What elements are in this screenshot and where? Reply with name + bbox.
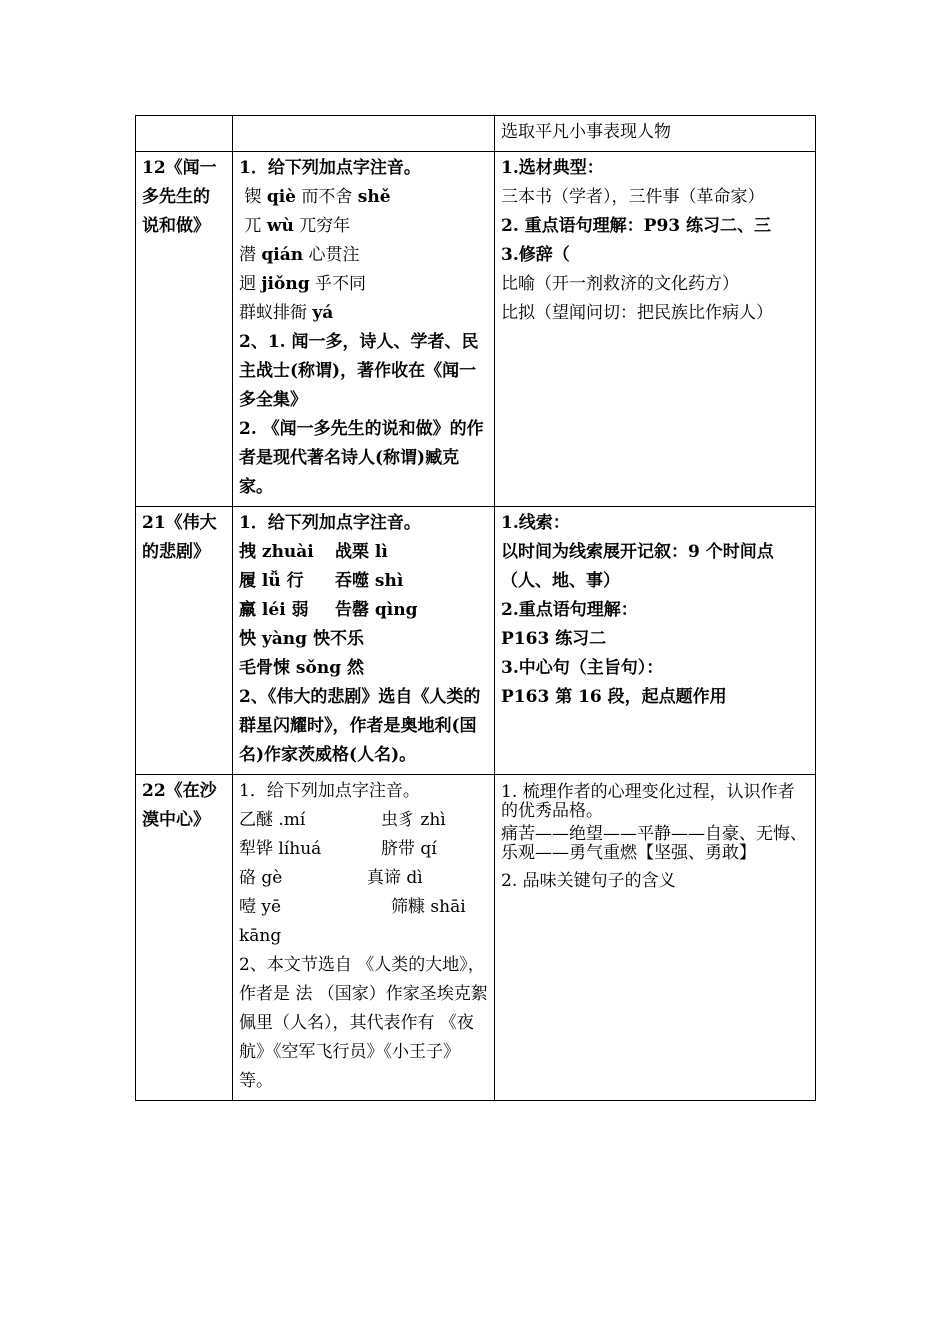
pinyin-item: kāng [239, 926, 282, 946]
pinyin-item: 筛糠 shāi [391, 897, 466, 917]
pinyin-item: 真谛 dì [367, 868, 423, 888]
pinyin-pair [239, 864, 488, 893]
pinyin-item: 战栗 lì [335, 542, 388, 562]
author-note: 2、《伟大的悲剧》选自《人类的群星闪耀时》，作者是奥地利(国名)作家茨威格(人名)。 [239, 687, 481, 765]
note-line: 1.线索： [501, 513, 570, 533]
author-note: 2、本文节选自 《人类的大地》，作者是 法 （国家）作家圣埃克絮佩里（人名），其代表作有 《夜航》《空军飞行员》《小王子》 等。 [239, 955, 488, 1091]
pinyin-pair [239, 893, 488, 922]
pinyin-item: 吞噬 shì [335, 571, 404, 591]
pinyin: qián [261, 245, 304, 265]
pinyin-pair [239, 596, 488, 625]
note-line: 痛苦——绝望——平静——自豪、无悔、乐观——勇气重燃【坚强、勇敢】 [501, 824, 807, 863]
note-line: 比拟（望闻问切：把民族比作病人） [501, 303, 773, 323]
pinyin-item: 乙醚 .mí [239, 810, 306, 830]
pinyin-item: 告罄 qìng [335, 600, 418, 620]
note-line: 比喻（开一剂救济的文化药方） [501, 274, 739, 294]
note-line: P163 第 16 段，起点题作用 [501, 687, 727, 707]
notes-table [135, 115, 816, 1101]
pinyin-item: 羸 léi 弱 [239, 600, 309, 620]
note-line: 2. 重点语句理解：P93 练习二、三 [501, 216, 772, 236]
pinyin-item: 怏 yàng 怏不乐 [239, 629, 364, 649]
note-line: 3.修辞（ [501, 245, 570, 265]
pinyin: wù [266, 216, 294, 236]
pinyin-pair [239, 835, 488, 864]
pinyin-pair [239, 538, 488, 567]
pinyin-pair [239, 806, 488, 835]
pinyin: shě [357, 187, 391, 207]
table-row [136, 507, 816, 775]
question-cell [233, 152, 495, 507]
pinyin-item: 兀 wù 兀穷年 [239, 216, 351, 236]
title-cell [136, 116, 233, 152]
note-line: P163 练习二 [501, 629, 607, 649]
note-line: 1.选材典型： [501, 158, 604, 178]
pinyin-item: 迥 jiǒng 乎不同 [239, 274, 367, 294]
pinyin-item: 脐带 qí [381, 839, 437, 859]
pinyin-item: 群蚁排衙 yá [239, 303, 334, 323]
pinyin-item: 履 lǚ 行 [239, 571, 304, 591]
notes-cell [495, 507, 816, 775]
question-cell [233, 116, 495, 152]
table-row [136, 152, 816, 507]
pinyin-item: 毛骨悚 sǒng 然 [239, 658, 364, 678]
note-line: 3.中心句（主旨句）： [501, 658, 664, 678]
author-note: 2. 《闻一多先生的说和做》的作者是现代著名诗人(称谓)臧克家。 [239, 419, 484, 497]
note-line: 选取平凡小事表现人物 [501, 122, 671, 142]
question-heading: 1．给下列加点字注音。 [239, 781, 420, 801]
author-note: 2、1. 闻一多，诗人、学者、民主战士(称谓)，著作收在《闻一多全集》 [239, 332, 479, 410]
pinyin: jiǒng [261, 274, 310, 294]
question-cell [233, 775, 495, 1101]
pinyin-item: 锲 qiè 而不舍 shě [244, 187, 391, 207]
table-row [136, 116, 816, 152]
pinyin: qiè [266, 187, 296, 207]
question-heading: 1．给下列加点字注音。 [239, 513, 421, 533]
note-line: 1. 梳理作者的心理变化过程，认识作者的优秀品格。 [501, 782, 795, 821]
question-cell [233, 507, 495, 775]
table-row [136, 775, 816, 1101]
notes-cell [495, 116, 816, 152]
pinyin-item: 拽 zhuài [239, 542, 314, 562]
note-line: 以时间为线索展开记叙：9 个时间点（人、地、事） [501, 542, 774, 591]
pinyin: yá [312, 303, 334, 323]
question-heading: 1．给下列加点字注音。 [239, 158, 421, 178]
note-line: 三本书（学者），三件事（革命家） [501, 187, 765, 207]
note-line: 2.重点语句理解： [501, 600, 638, 620]
note-line: 2. 品味关键句子的含义 [501, 871, 676, 891]
pinyin-pair [239, 567, 488, 596]
lesson-title: 22《在沙漠中心》 [136, 775, 233, 1101]
lesson-title: 21《伟大的悲剧》 [136, 507, 233, 775]
notes-cell [495, 775, 816, 1101]
lesson-title: 12《闻一多先生的说和做》 [136, 152, 233, 507]
pinyin-item: 潜 qián 心贯注 [239, 245, 360, 265]
pinyin-item: 虫豸 zhì [381, 810, 446, 830]
pinyin-item: 噎 yē [239, 897, 282, 917]
pinyin-item: 硌 gè [239, 868, 283, 888]
pinyin-item: 犁铧 líhuá [239, 839, 322, 859]
notes-cell [495, 152, 816, 507]
